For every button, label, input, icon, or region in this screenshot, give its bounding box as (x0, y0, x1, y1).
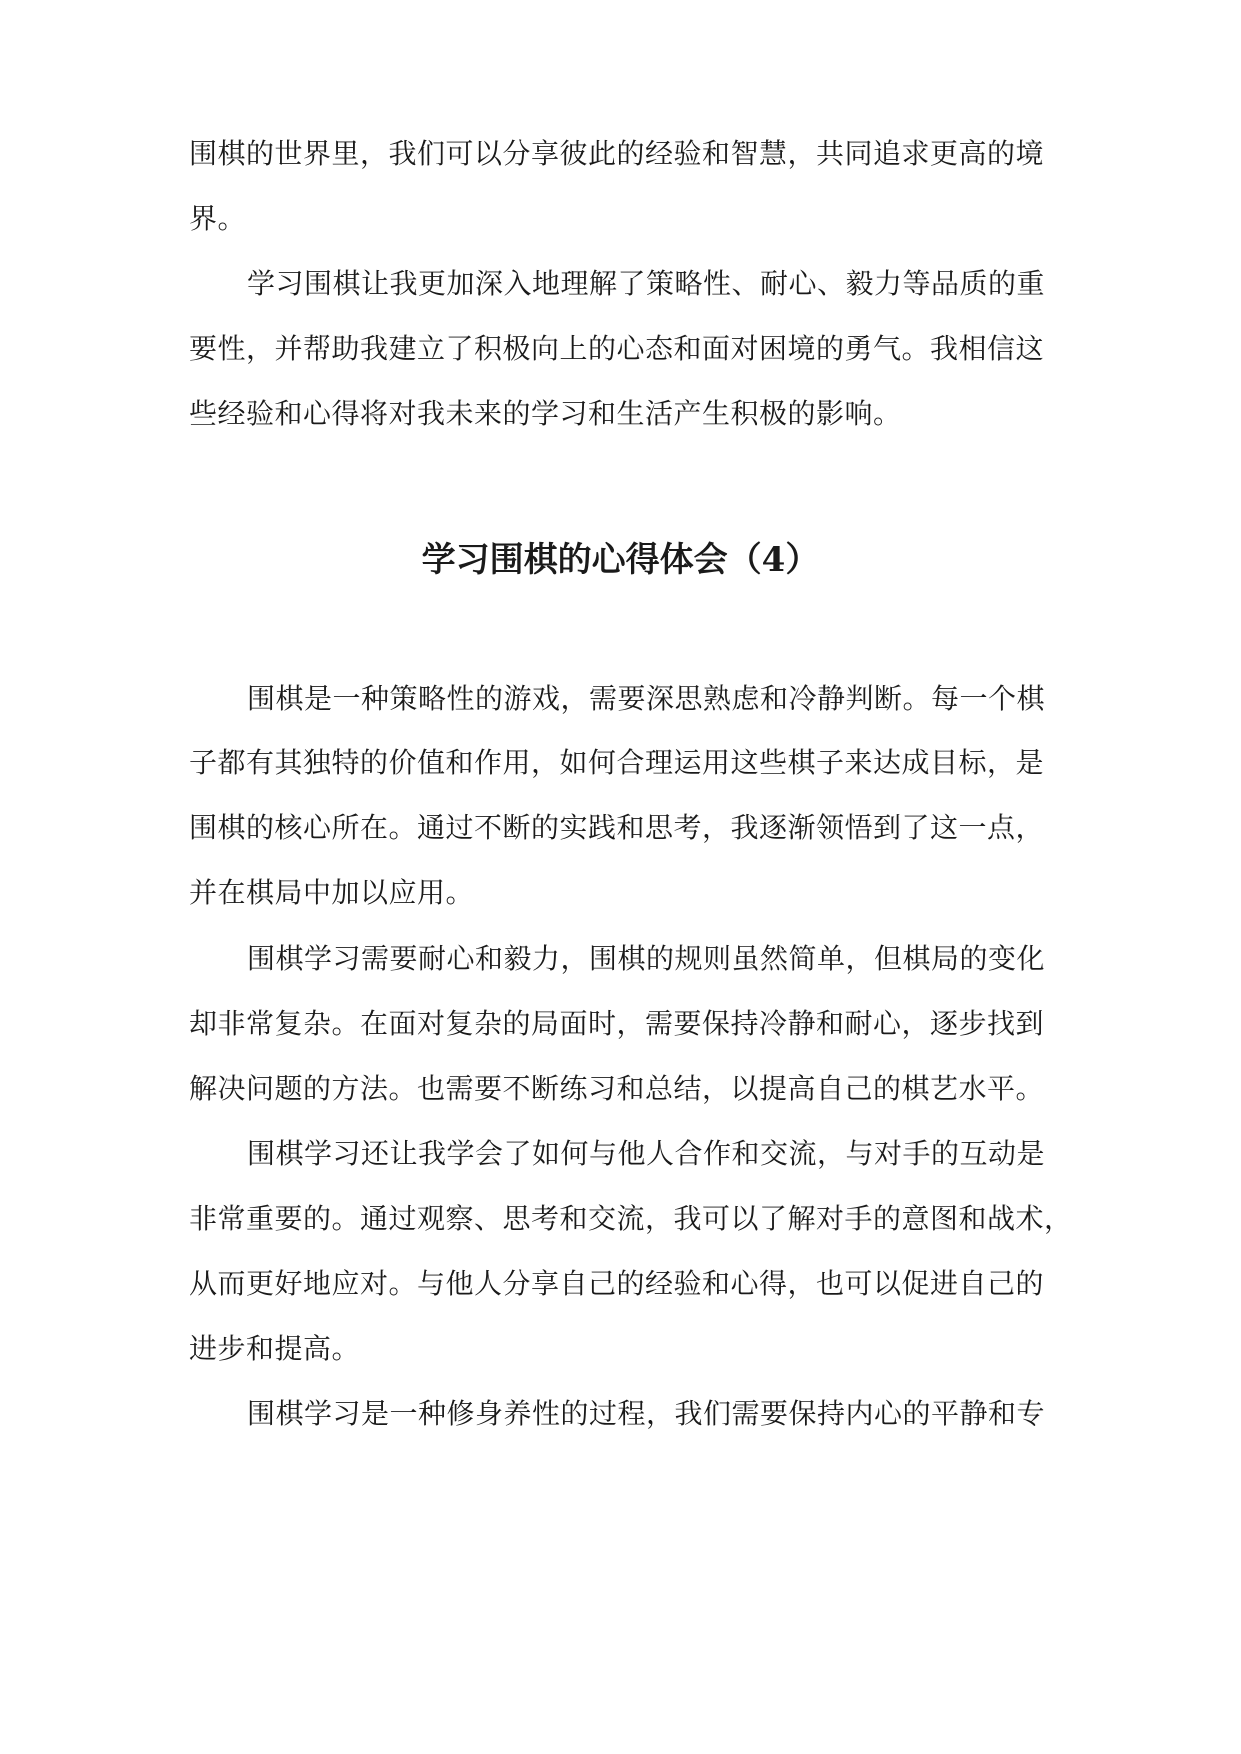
paragraph-line: 从而更好地应对。与他人分享自己的经验和心得，也可以促进自己的 (189, 1267, 1045, 1300)
paragraph-line: 子都有其独特的价值和作用，如何合理运用这些棋子来达成目标，是 (189, 746, 1045, 779)
paragraph-line: 围棋学习还让我学会了如何与他人合作和交流，与对手的互动是 (247, 1137, 1046, 1170)
section-title: 学习围棋的心得体会（4） (421, 540, 820, 580)
paragraph-line: 要性，并帮助我建立了积极向上的心态和面对困境的勇气。我相信这 (189, 332, 1045, 365)
paragraph-line: 围棋的核心所在。通过不断的实践和思考，我逐渐领悟到了这一点， (189, 811, 1045, 844)
paragraph-line: 进步和提高。 (189, 1332, 361, 1365)
paragraph-line: 解决问题的方法。也需要不断练习和总结，以提高自己的棋艺水平。 (189, 1072, 1045, 1105)
paragraph-line: 并在棋局中加以应用。 (189, 876, 475, 909)
paragraph-line: 却非常复杂。在面对复杂的局面时，需要保持冷静和耐心，逐步找到 (189, 1007, 1045, 1040)
paragraph-line: 学习围棋让我更加深入地理解了策略性、耐心、毅力等品质的重 (247, 267, 1046, 300)
paragraph-line: 围棋是一种策略性的游戏，需要深思熟虑和冷静判断。每一个棋 (247, 682, 1046, 715)
paragraph-line: 非常重要的。通过观察、思考和交流，我可以了解对手的意图和战术， (189, 1202, 1073, 1235)
paragraph-line: 围棋的世界里，我们可以分享彼此的经验和智慧，共同追求更高的境 (189, 137, 1045, 170)
paragraph-line: 围棋学习是一种修身养性的过程，我们需要保持内心的平静和专 (247, 1397, 1046, 1430)
paragraph-line: 围棋学习需要耐心和毅力，围棋的规则虽然简单，但棋局的变化 (247, 942, 1046, 975)
paragraph-line: 些经验和心得将对我未来的学习和生活产生积极的影响。 (189, 397, 902, 430)
paragraph-line: 界。 (189, 202, 247, 235)
